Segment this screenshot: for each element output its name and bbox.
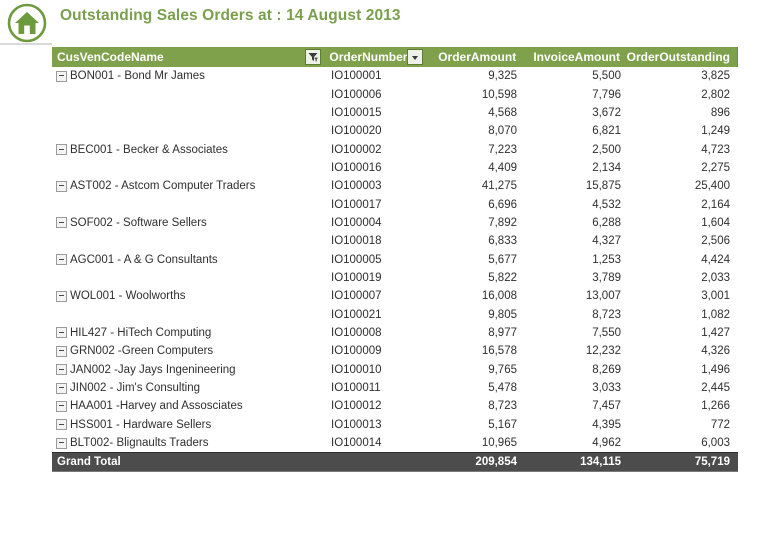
cell-invoiceamount: 4,327 (592, 235, 621, 248)
customer-name-label: HSS001 - Hardware Sellers (70, 418, 212, 431)
cell-cusvencodename (52, 200, 326, 209)
cell-cusvencodename (52, 90, 326, 99)
cell-orderoutstanding: 4,424 (701, 253, 730, 266)
cell-orderoutstanding: 2,445 (701, 382, 730, 395)
table-row (52, 434, 738, 452)
cell-invoiceamount: 7,550 (592, 326, 621, 339)
cell-ordernumber: IO100008 (331, 326, 382, 339)
cell-orderamount: 9,325 (488, 70, 517, 83)
cell-invoiceamount: 8,269 (592, 363, 621, 376)
collapse-group-icon[interactable] (56, 181, 67, 192)
filter-funnel-icon[interactable] (305, 49, 321, 65)
cell-orderamount: 8,070 (488, 125, 517, 138)
column-header-invoiceamount (525, 47, 629, 67)
table-row (52, 416, 738, 434)
cell-ordernumber: IO100019 (331, 271, 382, 284)
report-header (0, 0, 759, 44)
table-row (52, 122, 738, 140)
page-title: Outstanding Sales Orders at : 14 August 2013 (60, 7, 401, 24)
cell-ordernumber: IO100018 (331, 235, 382, 248)
collapse-group-icon[interactable] (56, 419, 67, 430)
table-row (52, 324, 738, 342)
table-row (52, 67, 738, 85)
customer-name-label: JIN002 - Jim's Consulting (70, 382, 201, 395)
collapse-group-icon[interactable] (56, 346, 67, 357)
cell-cusvencodename (52, 180, 326, 192)
cell-orderoutstanding: 3,825 (701, 70, 730, 83)
cell-cusvencodename (52, 273, 326, 282)
cell-orderoutstanding: 4,723 (701, 143, 730, 156)
customer-name-label: BON001 - Bond Mr James (70, 70, 205, 83)
cell-ordernumber: IO100001 (331, 70, 382, 83)
cell-ordernumber: IO100016 (331, 161, 382, 174)
cell-cusvencodename (52, 437, 326, 449)
cell-orderoutstanding: 1,249 (701, 125, 730, 138)
collapse-group-icon[interactable] (56, 383, 67, 394)
cell-invoiceamount: 12,232 (585, 345, 621, 358)
group-indent-spacer (56, 90, 68, 99)
cell-ordernumber: IO100015 (331, 106, 382, 119)
customer-name-label: BEC001 - Becker & Associates (70, 143, 228, 156)
table-row (52, 361, 738, 379)
column-header-label: CusVenCodeName (57, 50, 164, 64)
cell-invoiceamount: 1,253 (592, 253, 621, 266)
pivot-table (52, 47, 738, 472)
cell-cusvencodename (52, 327, 326, 339)
cell-cusvencodename (52, 310, 326, 319)
home-icon[interactable] (7, 3, 47, 43)
group-indent-spacer (56, 163, 68, 172)
cell-orderoutstanding: 1,266 (701, 400, 730, 413)
table-row (52, 195, 738, 213)
cell-cusvencodename (52, 237, 326, 246)
table-row (52, 177, 738, 195)
collapse-group-icon[interactable] (56, 364, 67, 375)
column-header-cusvencodename (52, 47, 325, 67)
table-row (52, 104, 738, 122)
cell-invoiceamount: 4,532 (592, 198, 621, 211)
cell-invoiceamount: 13,007 (585, 290, 621, 303)
customer-name-label: AGC001 - A & G Consultants (70, 253, 218, 266)
table-row (52, 269, 738, 287)
cell-ordernumber: IO100017 (331, 198, 382, 211)
cell-cusvencodename (52, 290, 326, 302)
cell-invoiceamount: 6,288 (592, 216, 621, 229)
cell-orderoutstanding: 2,802 (701, 88, 730, 101)
table-row (52, 250, 738, 268)
column-header-orderamount (423, 47, 525, 67)
cell-ordernumber: IO100004 (331, 216, 382, 229)
cell-cusvencodename (52, 70, 326, 82)
grand-total-orderoutstanding: 75,719 (694, 456, 730, 469)
column-header-label: OrderAmount (438, 50, 517, 64)
column-header-label: InvoiceAmount (533, 50, 620, 64)
customer-name-label: GRN002 -Green Computers (70, 345, 214, 358)
cell-orderamount: 16,578 (481, 345, 517, 358)
cell-ordernumber: IO100013 (331, 418, 382, 431)
customer-name-label: SOF002 - Software Sellers (70, 216, 207, 229)
collapse-group-icon[interactable] (56, 401, 67, 412)
table-row (52, 214, 738, 232)
cell-cusvencodename (52, 400, 326, 412)
grand-total-label: Grand Total (57, 456, 121, 469)
cell-orderamount: 16,008 (481, 290, 517, 303)
grand-total-orderamount: 209,854 (475, 456, 517, 469)
group-indent-spacer (56, 108, 68, 117)
cell-orderamount: 5,167 (488, 418, 517, 431)
cell-orderamount: 6,833 (488, 235, 517, 248)
table-row (52, 159, 738, 177)
table-body (52, 67, 738, 452)
collapse-group-icon[interactable] (56, 144, 67, 155)
cell-invoiceamount: 3,672 (592, 106, 621, 119)
cell-orderamount: 8,977 (488, 326, 517, 339)
group-indent-spacer (56, 237, 68, 246)
cell-cusvencodename (52, 108, 326, 117)
cell-invoiceamount: 15,875 (585, 180, 621, 193)
table-row (52, 287, 738, 305)
table-bottom-divider (52, 471, 738, 472)
cell-invoiceamount: 3,789 (592, 271, 621, 284)
group-indent-spacer (56, 273, 68, 282)
table-row (52, 342, 738, 360)
table-header-row (52, 47, 738, 67)
collapse-group-icon[interactable] (56, 438, 67, 449)
cell-orderoutstanding: 1,604 (701, 216, 730, 229)
cell-cusvencodename (52, 364, 326, 376)
cell-ordernumber: IO100003 (331, 180, 382, 193)
cell-orderoutstanding: 6,003 (701, 437, 730, 450)
cell-orderoutstanding: 2,275 (701, 161, 730, 174)
cell-cusvencodename (52, 127, 326, 136)
cell-cusvencodename (52, 382, 326, 394)
cell-orderamount: 5,478 (488, 382, 517, 395)
cell-ordernumber: IO100006 (331, 88, 382, 101)
cell-invoiceamount: 8,723 (592, 308, 621, 321)
header-divider (0, 43, 52, 45)
cell-orderamount: 9,805 (488, 308, 517, 321)
cell-orderamount: 6,696 (488, 198, 517, 211)
cell-ordernumber: IO100011 (331, 382, 381, 395)
cell-orderoutstanding: 2,164 (701, 198, 730, 211)
cell-orderamount: 7,892 (488, 216, 517, 229)
cell-ordernumber: IO100010 (331, 363, 382, 376)
cell-ordernumber: IO100020 (331, 125, 382, 138)
customer-name-label: BLT002- Blignaults Traders (70, 437, 209, 450)
table-row (52, 232, 738, 250)
cell-orderamount: 7,223 (488, 143, 517, 156)
cell-ordernumber: IO100014 (331, 437, 382, 450)
cell-orderamount: 4,409 (488, 161, 517, 174)
cell-invoiceamount: 2,500 (592, 143, 621, 156)
cell-cusvencodename (52, 419, 326, 431)
cell-orderamount: 10,598 (481, 88, 517, 101)
cell-invoiceamount: 7,457 (592, 400, 621, 413)
collapse-group-icon[interactable] (56, 217, 67, 228)
cell-cusvencodename (52, 163, 326, 172)
chevron-down-icon[interactable] (407, 49, 423, 65)
cell-orderoutstanding: 772 (710, 418, 730, 431)
column-header-orderoutstanding (626, 47, 737, 67)
cell-ordernumber: IO100021 (331, 308, 382, 321)
cell-invoiceamount: 4,395 (592, 418, 621, 431)
cell-orderoutstanding: 1,082 (701, 308, 730, 321)
cell-orderamount: 5,677 (488, 253, 517, 266)
cell-orderoutstanding: 1,496 (701, 363, 730, 376)
group-indent-spacer (56, 310, 68, 319)
cell-orderamount: 5,822 (488, 271, 517, 284)
customer-name-label: JAN002 -Jay Jays Ingenineering (70, 363, 236, 376)
table-row (52, 140, 738, 158)
collapse-group-icon[interactable] (56, 327, 67, 338)
cell-cusvencodename (52, 345, 326, 357)
table-row (52, 379, 738, 397)
cell-cusvencodename (52, 217, 326, 229)
group-indent-spacer (56, 127, 68, 136)
customer-name-label: AST002 - Astcom Computer Traders (70, 180, 256, 193)
cell-ordernumber: IO100005 (331, 253, 382, 266)
table-row (52, 85, 738, 103)
cell-ordernumber: IO100007 (331, 290, 382, 303)
cell-orderamount: 8,723 (488, 400, 517, 413)
cell-invoiceamount: 4,962 (592, 437, 621, 450)
cell-orderamount: 4,568 (488, 106, 517, 119)
cell-invoiceamount: 2,134 (592, 161, 621, 174)
cell-ordernumber: IO100002 (331, 143, 382, 156)
cell-invoiceamount: 6,821 (592, 125, 621, 138)
customer-name-label: HIL427 - HiTech Computing (70, 326, 212, 339)
cell-invoiceamount: 3,033 (592, 382, 621, 395)
cell-orderoutstanding: 4,326 (701, 345, 730, 358)
table-row (52, 305, 738, 323)
cell-cusvencodename (52, 254, 326, 266)
cell-invoiceamount: 5,500 (592, 70, 621, 83)
column-header-label: OrderOutstanding (626, 50, 730, 64)
grand-total-row (52, 452, 738, 471)
cell-orderoutstanding: 3,001 (701, 290, 730, 303)
group-indent-spacer (56, 200, 68, 209)
cell-orderoutstanding: 2,033 (701, 271, 730, 284)
column-header-label: OrderNumber (329, 50, 408, 64)
cell-orderoutstanding: 2,506 (701, 235, 730, 248)
cell-orderamount: 9,765 (488, 363, 517, 376)
cell-orderoutstanding: 896 (710, 106, 730, 119)
collapse-group-icon[interactable] (56, 291, 67, 302)
cell-orderamount: 10,965 (481, 437, 517, 450)
collapse-group-icon[interactable] (56, 254, 67, 265)
cell-orderamount: 41,275 (481, 180, 517, 193)
table-row (52, 397, 738, 415)
column-header-ordernumber (325, 47, 423, 67)
cell-invoiceamount: 7,796 (592, 88, 621, 101)
cell-ordernumber: IO100012 (331, 400, 382, 413)
collapse-group-icon[interactable] (56, 71, 67, 82)
grand-total-invoiceamount: 134,115 (580, 456, 621, 469)
cell-ordernumber: IO100009 (331, 345, 382, 358)
cell-cusvencodename (52, 144, 326, 156)
cell-orderoutstanding: 25,400 (694, 180, 730, 193)
customer-name-label: HAA001 -Harvey and Assosciates (70, 400, 243, 413)
cell-orderoutstanding: 1,427 (701, 326, 730, 339)
customer-name-label: WOL001 - Woolworths (70, 290, 186, 303)
